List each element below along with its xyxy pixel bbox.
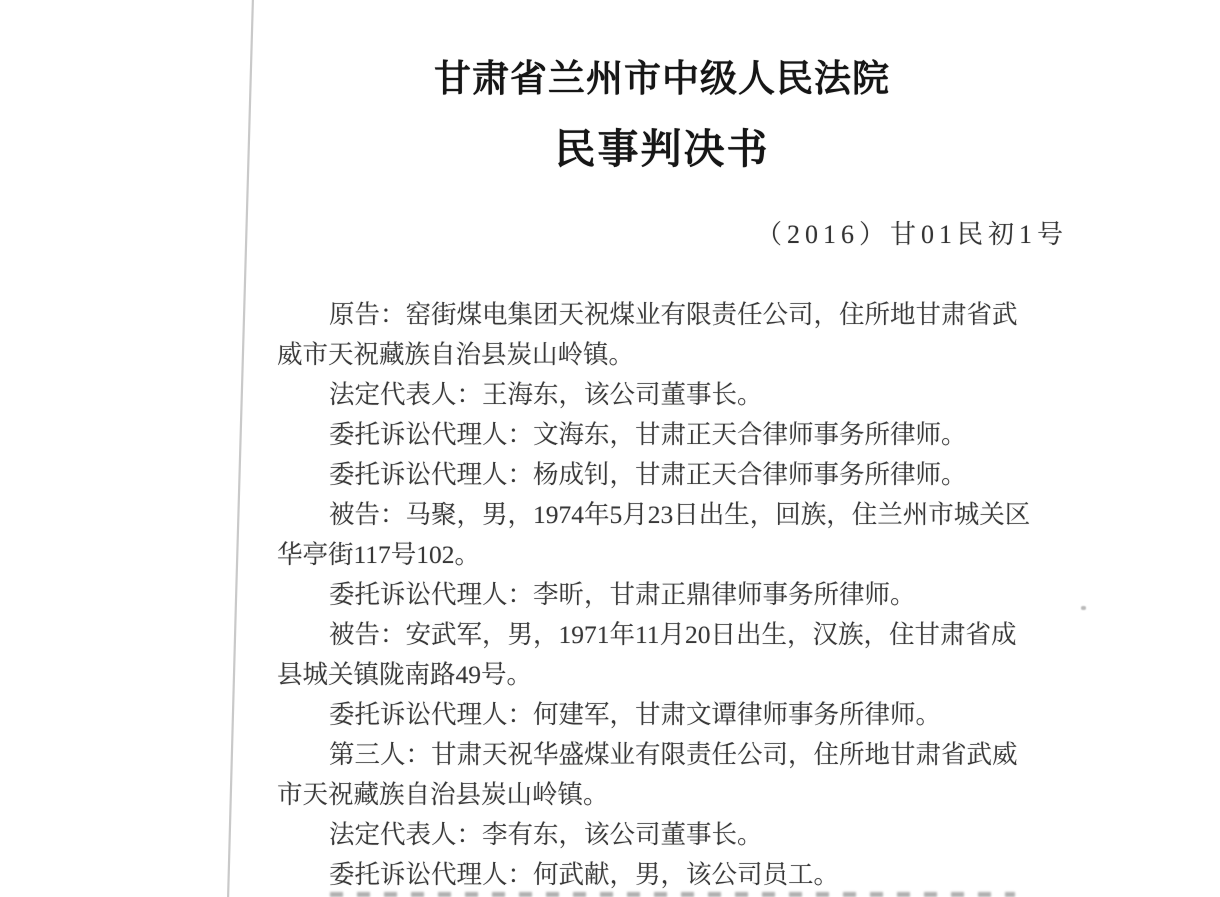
- body-line: 委托诉讼代理人：何建军，甘肃文谭律师事务所律师。: [329, 700, 942, 729]
- body-line: 县城关镇陇南路49号。: [277, 660, 533, 689]
- body-line: 原告：窑街煤电集团天祝煤业有限责任公司，住所地甘肃省武: [329, 300, 1018, 329]
- body-line: 委托诉讼代理人：何武献，男，该公司员工。: [329, 860, 840, 889]
- document-type-title: 民事判决书: [554, 126, 770, 172]
- scan-speck-artifact: [1081, 606, 1086, 610]
- body-line: 委托诉讼代理人：文海东，甘肃正天合律师事务所律师。: [329, 420, 967, 449]
- body-line: 被告：马聚，男，1974年5月23日出生，回族，住兰州市城关区: [329, 500, 1031, 529]
- body-line: 威市天祝藏族自治县炭山岭镇。: [277, 340, 635, 369]
- body-line: 法定代表人：王海东，该公司董事长。: [329, 380, 763, 409]
- body-line: 法定代表人：李有东，该公司董事长。: [329, 820, 763, 849]
- body-line: 市天祝藏族自治县炭山岭镇。: [277, 780, 609, 809]
- body-line: 委托诉讼代理人：杨成钊，甘肃正天合律师事务所律师。: [329, 460, 967, 489]
- court-name: 甘肃省兰州市中级人民法院: [434, 59, 890, 100]
- body-line: 华亭街117号102。: [277, 540, 481, 569]
- body-line: 第三人：甘肃天祝华盛煤业有限责任公司，住所地甘肃省武威: [329, 740, 1018, 769]
- document-body: [277, 295, 1043, 895]
- document-header: [104, 48, 1220, 175]
- case-number: （2016）甘01民初1号: [755, 220, 1068, 249]
- body-line: 被告：安武军，男，1971年11月20日出生，汉族，住甘肃省成: [329, 620, 1017, 649]
- cut-off-text-sliver: [330, 892, 1015, 897]
- body-line: 委托诉讼代理人：李昕，甘肃正鼎律师事务所律师。: [329, 580, 916, 609]
